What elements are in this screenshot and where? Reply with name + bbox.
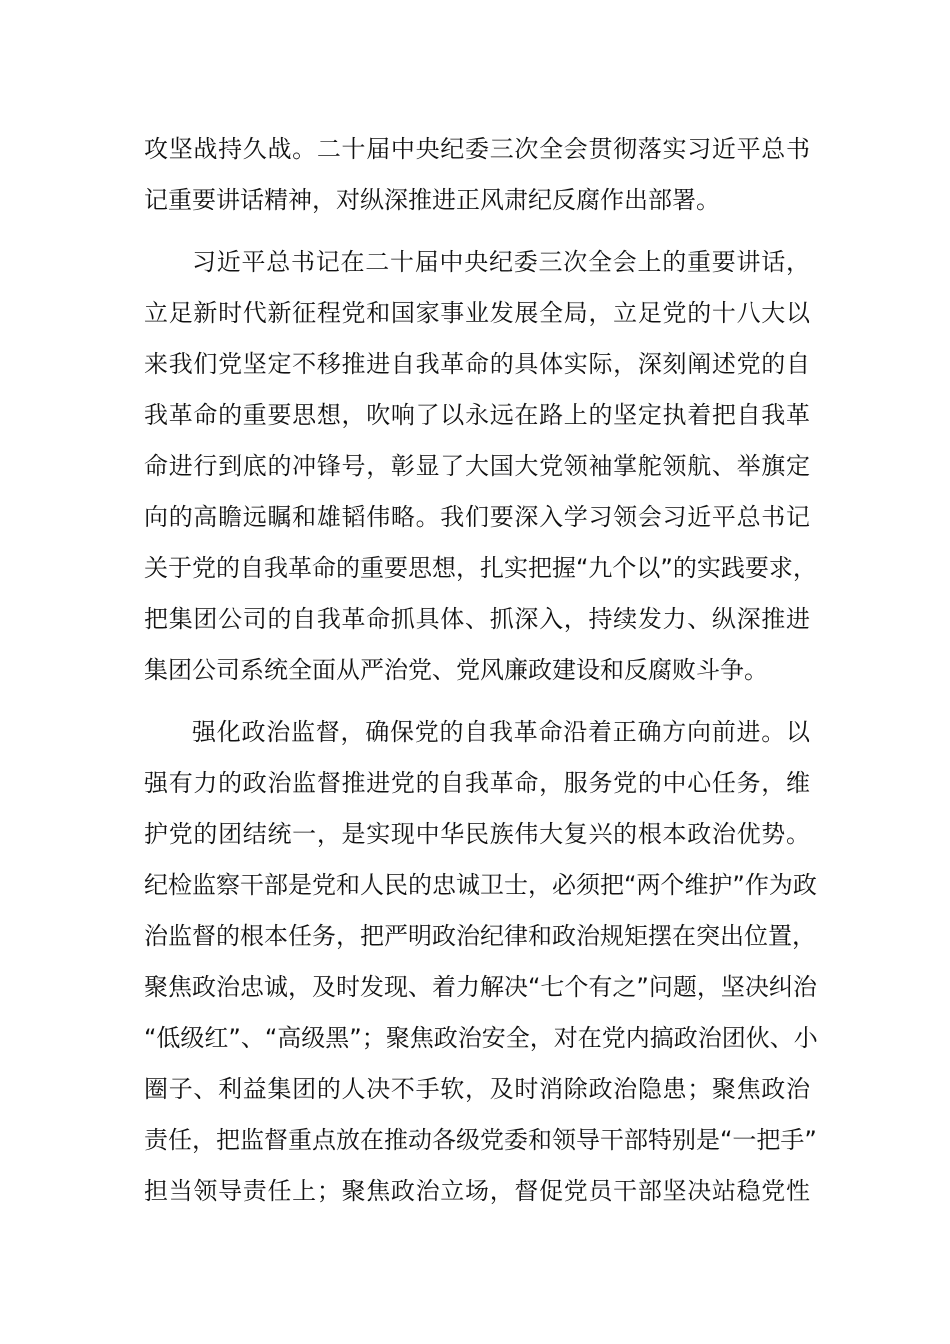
paragraph-line: 护党的团结统一，是实现中华民族伟大复兴的根本政治优势。 (144, 820, 810, 848)
paragraph-line: 治监督的根本任务，把严明政治纪律和政治规矩摆在突出位置， (144, 922, 816, 950)
paragraph-3 (144, 707, 818, 1217)
paragraph-1 (144, 124, 810, 226)
paragraph-line: “低级红”、“高级黑”；聚焦政治安全，对在党内搞政治团伙、小 (144, 1024, 818, 1052)
paragraph-line: 来我们党坚定不移推进自我革命的具体实际，深刻阐述党的自 (144, 350, 810, 378)
paragraph-line: 担当领导责任上；聚焦政治立场，督促党员干部坚决站稳党性 (144, 1177, 810, 1205)
paragraph-line: 攻坚战持久战。二十届中央纪委三次全会贯彻落实习近平总书 (144, 135, 810, 163)
paragraph-line: 聚焦政治忠诚，及时发现、着力解决“七个有之”问题，坚决纠治 (144, 973, 817, 1001)
paragraph-line: 强有力的政治监督推进党的自我革命，服务党的中心任务，维 (144, 769, 810, 797)
paragraph-line: 立足新时代新征程党和国家事业发展全局，立足党的十八大以 (144, 299, 810, 327)
paragraph-line: 把集团公司的自我革命抓具体、抓深入，持续发力、纵深推进 (144, 605, 810, 633)
paragraph-line: 纪检监察干部是党和人民的忠诚卫士，必须把“两个维护”作为政 (144, 871, 817, 899)
document-body (144, 124, 818, 1217)
paragraph-line: 习近平总书记在二十届中央纪委三次全会上的重要讲话， (192, 248, 810, 276)
paragraph-line: 责任，把监督重点放在推动各级党委和领导干部特别是“一把手” (144, 1126, 817, 1154)
paragraph-line: 圈子、利益集团的人决不手软，及时消除政治隐患；聚焦政治 (144, 1075, 810, 1103)
paragraph-line: 命进行到底的冲锋号，彰显了大国大党领袖掌舵领航、举旗定 (144, 452, 810, 480)
paragraph-line: 关于党的自我革命的重要思想，扎实把握“九个以”的实践要求， (144, 554, 817, 582)
paragraph-2 (144, 237, 817, 696)
paragraph-line: 向的高瞻远瞩和雄韬伟略。我们要深入学习领会习近平总书记 (144, 503, 810, 531)
paragraph-line: 集团公司系统全面从严治党、党风廉政建设和反腐败斗争。 (144, 656, 768, 684)
paragraph-line: 我革命的重要思想，吹响了以永远在路上的坚定执着把自我革 (144, 401, 810, 429)
paragraph-line: 记重要讲话精神，对纵深推进正风肃纪反腐作出部署。 (144, 186, 720, 214)
paragraph-line: 强化政治监督，确保党的自我革命沿着正确方向前进。以 (192, 718, 810, 746)
